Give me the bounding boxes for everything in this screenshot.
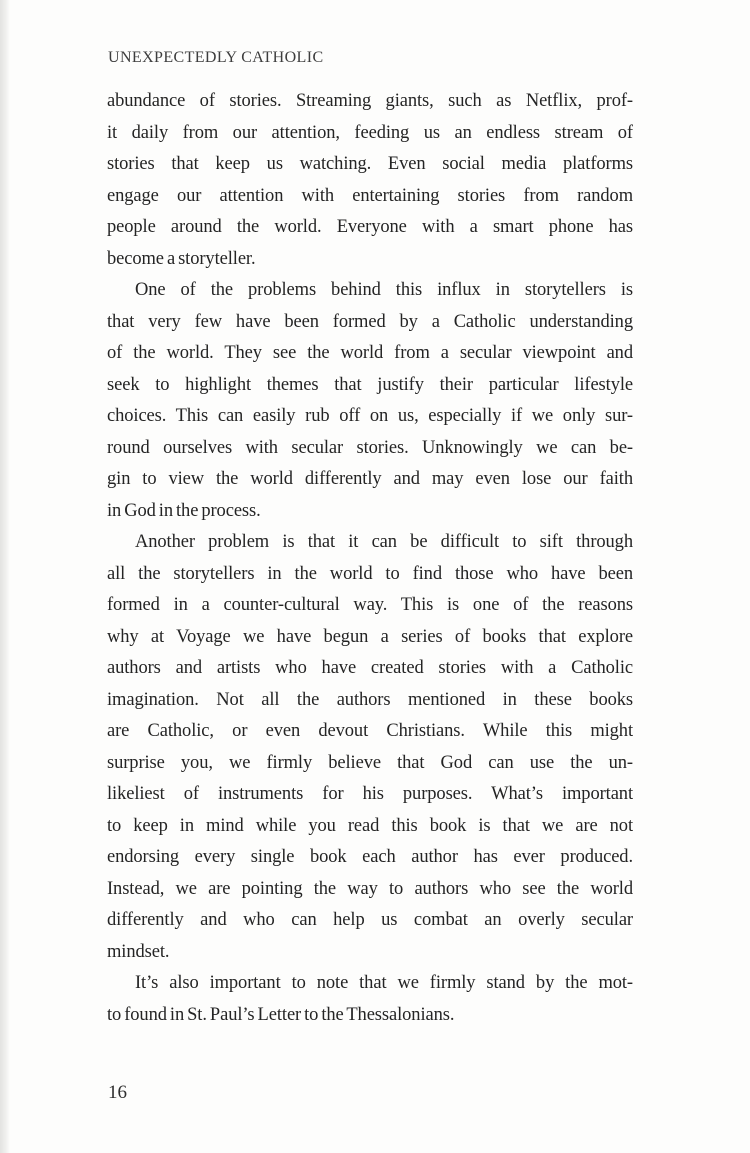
paragraph [107,527,633,968]
running-head: UNEXPECTEDLY CATHOLIC [108,49,324,66]
paragraph [107,275,633,527]
text-line: are Catholic, or even devout Christians. While this might [107,721,633,741]
text-line: Instead, we are pointing the way to authors who see the world [107,878,633,899]
scan-edge-shadow [0,0,10,1153]
paragraph [107,86,633,275]
text-line: people around the world. Everyone with a smart phone has [107,217,633,237]
text-line: become a storyteller. [107,248,256,269]
text-line: authors and artists who have created stories with a Catholic [107,658,633,678]
text-line: gin to view the world differently and may even lose our faith [107,469,633,489]
text-line: to keep in mind while you read this book is that we are not [107,815,633,836]
text-line: formed in a counter-cultural way. This is one of the reasons [107,595,633,615]
text-line: engage our attention with entertaining stories from random [107,185,633,206]
text-line: of the world. They see the world from a secular viewpoint and [107,343,633,363]
body-text [107,86,633,1031]
text-line: differently and who can help us combat an overly secular [107,910,633,930]
text-line: round ourselves with secular stories. Unknowingly we can be- [107,437,633,458]
text-line: Another problem is that it can be difficult to sift through [135,532,633,552]
text-line: endorsing every single book each author has ever produced. [107,847,633,867]
text-line: choices. This can easily rub off on us, especially if we only sur- [107,406,633,426]
text-line: likeliest of instruments for his purposes. What’s important [107,784,633,804]
text-line: why at Voyage we have begun a series of books that explore [107,626,633,647]
text-line: surprise you, we firmly believe that God can use the un- [107,752,633,773]
text-line: it daily from our attention, feeding us an endless stream of [107,122,633,143]
text-line: all the storytellers in the world to find those who have been [107,563,633,584]
text-line: that very few have been formed by a Catholic understanding [107,311,633,332]
text-line: mindset. [107,941,170,962]
text-line: seek to highlight themes that justify their particular lifestyle [107,374,633,395]
paragraph [107,968,633,1031]
text-line: imagination. Not all the authors mentioned in these books [107,689,633,710]
text-line: One of the problems behind this influx in storytellers is [135,280,633,300]
text-line: It’s also important to note that we firmly stand by the mot- [135,973,633,993]
text-line: abundance of stories. Streaming giants, such as Netflix, prof- [107,91,633,111]
text-line: in God in the process. [107,500,261,521]
text-line: to found in St. Paul’s Letter to the Thessalonians. [107,1004,455,1025]
page-number: 16 [108,1082,127,1103]
text-line: stories that keep us watching. Even social media platforms [107,154,633,174]
